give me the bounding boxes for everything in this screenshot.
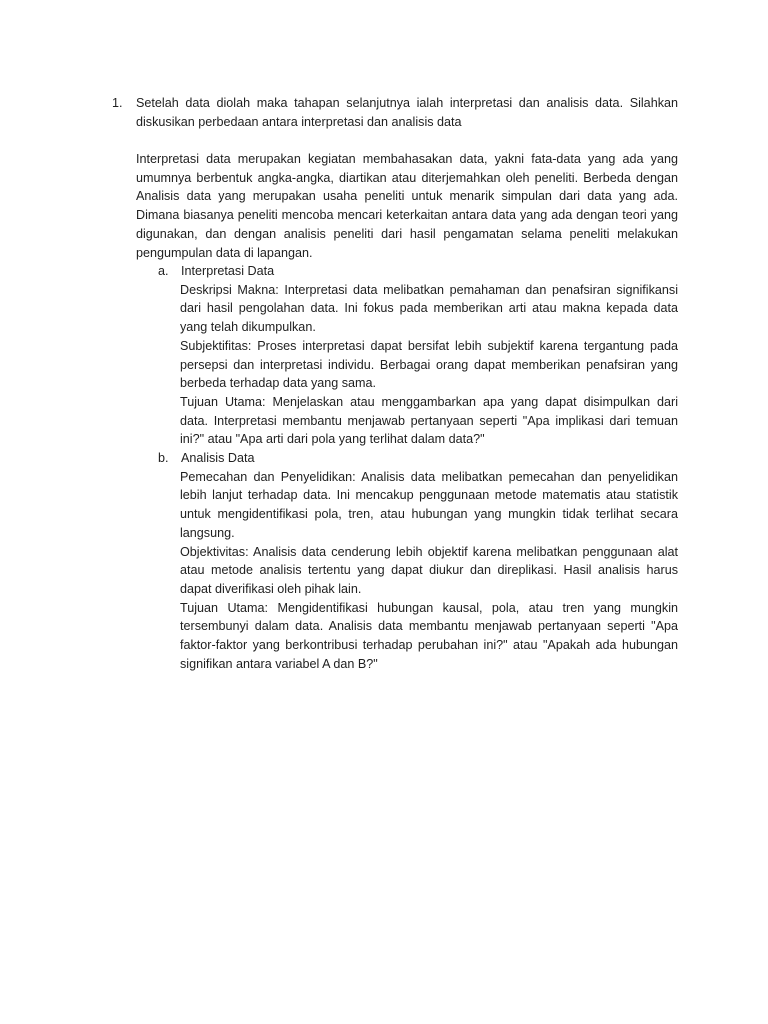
paragraph-tujuan-utama: Tujuan Utama: Menjelaskan atau menggambarkan apa yang dapat disimpulkan dari data. Interpretasi membantu menjawab pertanyaan seperti "Apa implikasi dari temuan ini?" atau "Apa arti dari pola yang terlihat dalam data?" [180,394,678,447]
section-analisis [158,449,678,673]
section-letter: b. [158,451,169,465]
paragraph-subjektifitas: Subjektifitas: Proses interpretasi dapat bersifat lebih subjektif karena tergantung pada persepsi dan interpretasi individu. Berbagai orang dapat memberikan penafsiran yang berbeda terhadap data yang sama. [180,338,678,391]
section-title: Analisis Data [181,451,255,465]
question-text: Setelah data diolah maka tahapan selanjutnya ialah interpretasi dan analisis data. Silahkan diskusikan perbedaan antara interpretasi dan analisis data [136,96,678,129]
question-number: 1. [112,96,123,110]
section-title: Interpretasi Data [181,264,275,278]
paragraph-pemecahan: Pemecahan dan Penyelidikan: Analisis data melibatkan pemecahan dan penyelidikan lebih lanjut terhadap data. Ini mencakup penggunaan metode matematis atau statistik untuk mengidentifikasi pola, tren, atau hubungan yang mungkin tidak terlihat secara langsung. [180,469,678,540]
section-heading [158,449,678,468]
section-letter: a. [158,264,169,278]
section-body [180,281,678,449]
paragraph-objektivitas: Objektivitas: Analisis data cenderung lebih objektif karena melibatkan penggunaan alat atau metode analisis tertentu yang dapat diukur dan direplikasi. Hasil analisis harus dapat diverifikasi oleh pihak lain. [180,544,678,596]
paragraph-tujuan-utama: Tujuan Utama: Mengidentifikasi hubungan kausal, pola, atau tren yang mungkin tersembunyi dalam data. Analisis data membantu menjawab pertanyaan seperti "Apa faktor-faktor yang berkontribusi terhadap perubahan ini?" atau "Apakah ada hubungan signifikan antara variabel A dan B?" [180,600,678,671]
section-body [180,468,678,674]
section-heading [158,262,678,281]
intro-paragraph: Interpretasi data merupakan kegiatan membahasakan data, yakni fata-data yang ada yang umumnya berbentuk angka-angka, diartikan atau diterjemahkan oleh peneliti. Berbeda dengan Analisis data yang merupakan usaha peneliti untuk menarik simpulan dari data yang ada. Dimana biasanya peneliti mencoba mencari keterkaitan antara data yang ada dengan teori yang digunakan, dan dengan analisis peneliti dari hasil pengamatan selama peneliti melakukan pengumpulan data di lapangan. [136,152,678,260]
section-interpretasi [158,262,678,449]
paragraph-deskripsi-makna: Deskripsi Makna: Interpretasi data melibatkan pemahaman dan penafsiran signifikansi dari hasil pengolahan data. Ini fokus pada memberikan arti atau makna kepada data yang telah dikumpulkan. [180,282,678,335]
